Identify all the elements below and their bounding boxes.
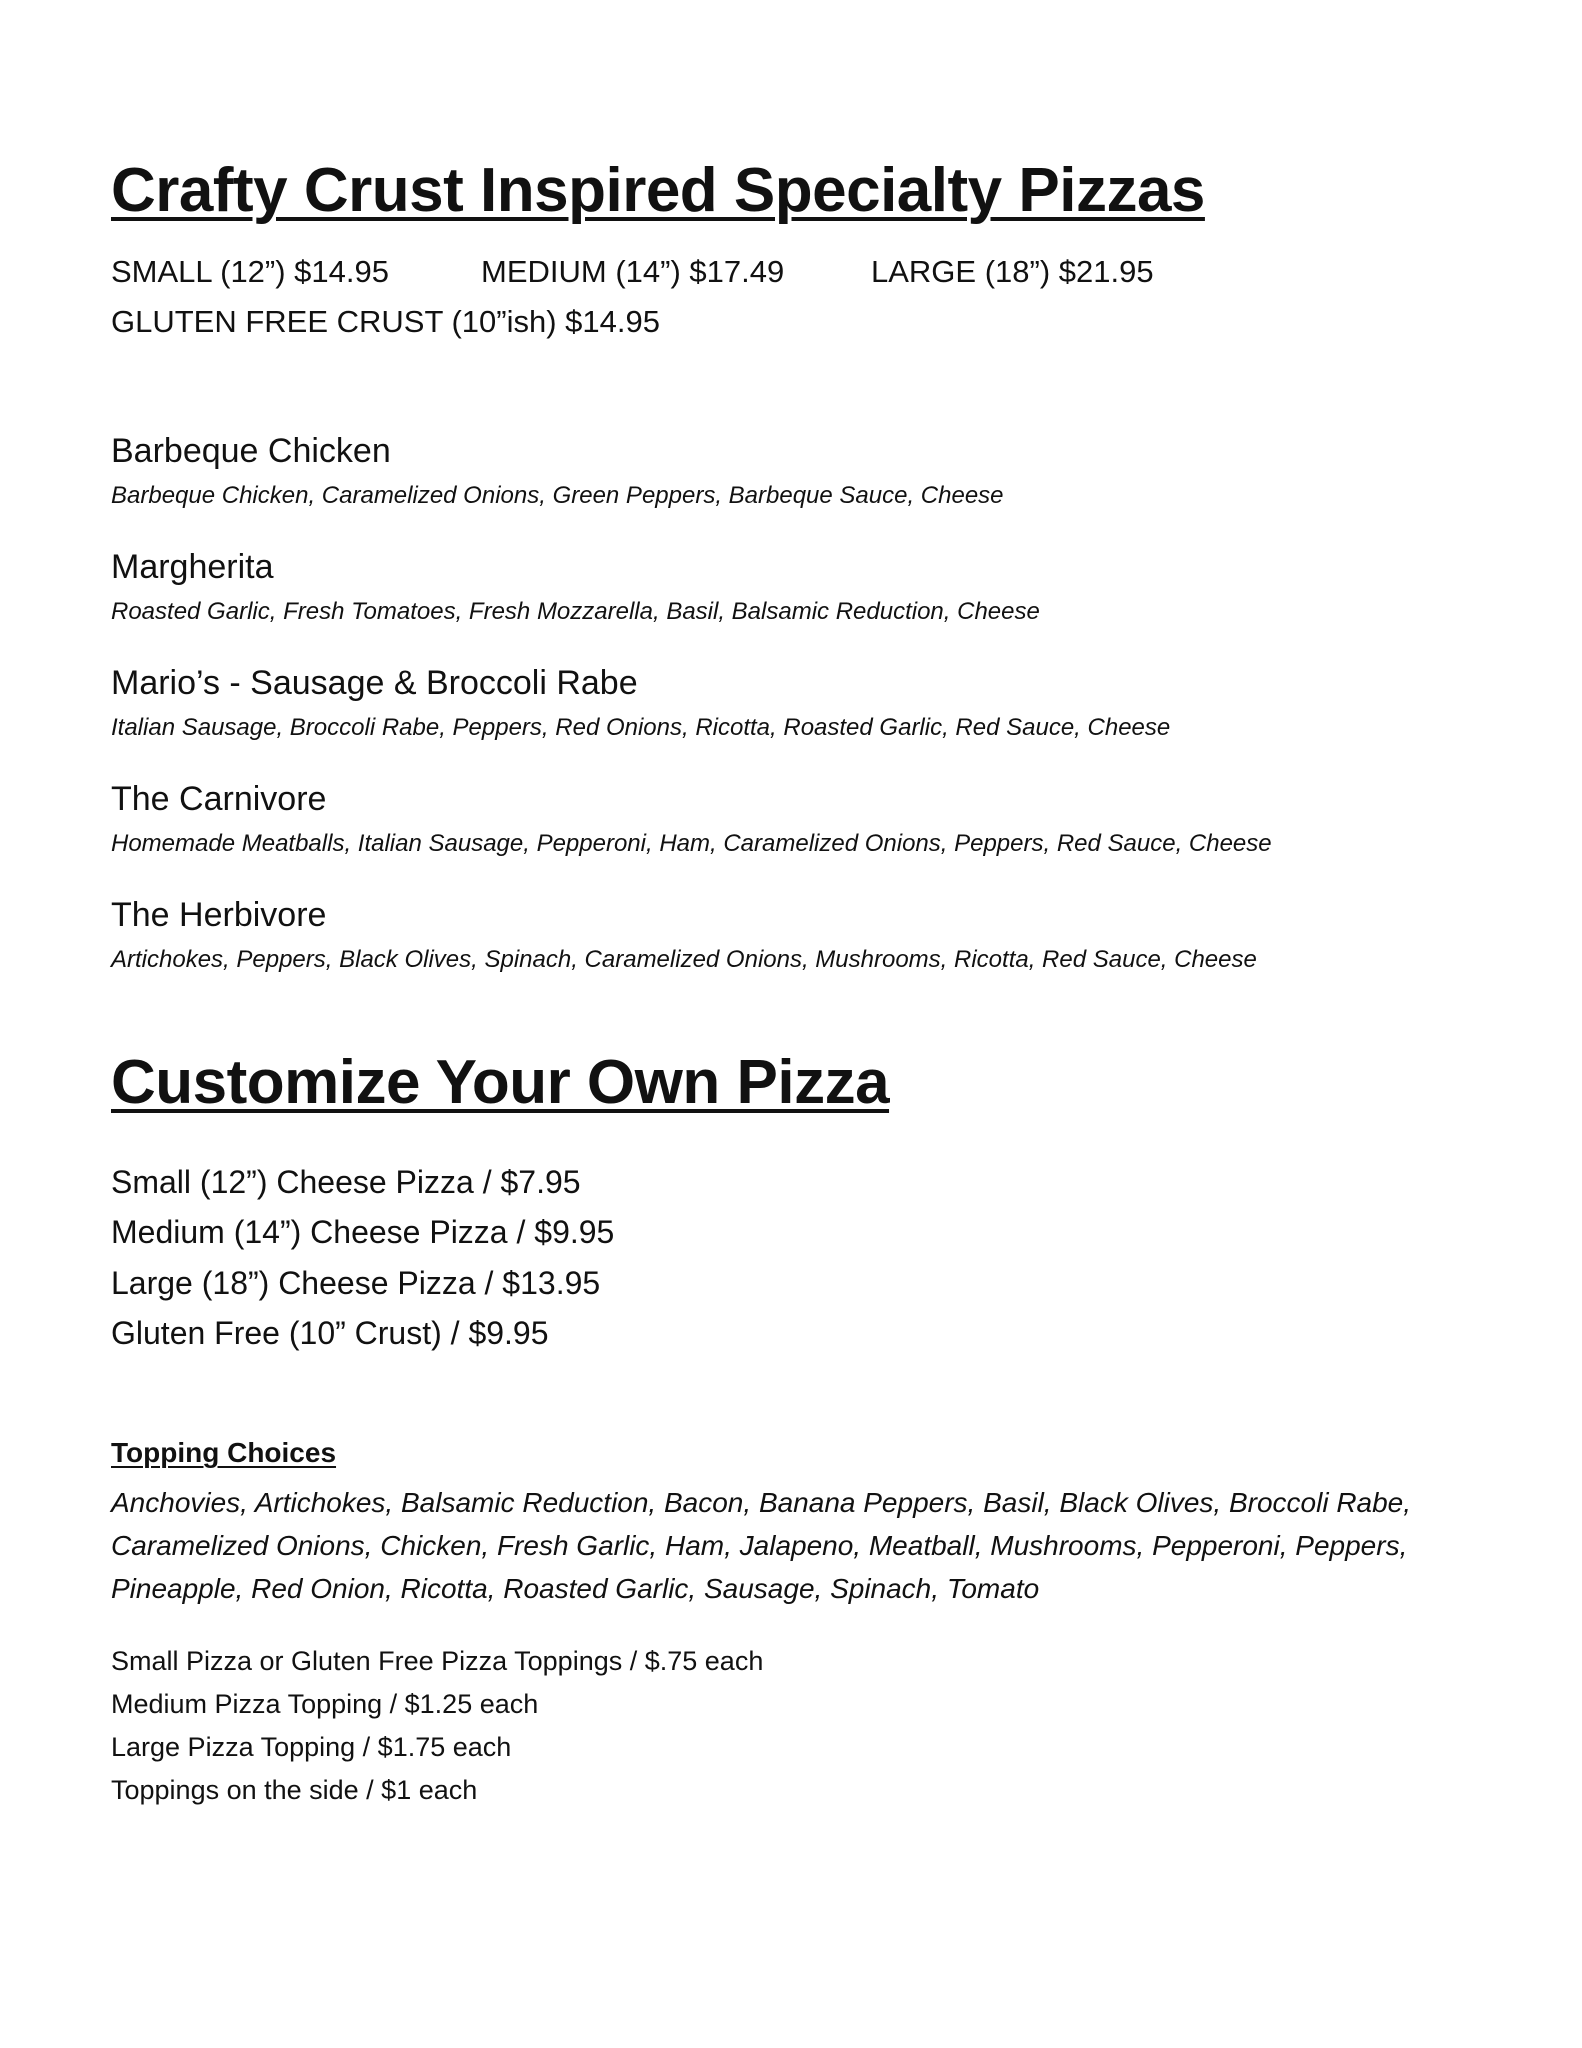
topping-price-side: Toppings on the side / $1 each — [111, 1775, 478, 1805]
item-description-carnivore: Homemade Meatballs, Italian Sausage, Pepperoni, Ham, Caramelized Onions, Peppers, Red Sauce, Cheese — [111, 830, 1272, 857]
item-description-herbivore: Artichokes, Peppers, Black Olives, Spinach, Caramelized Onions, Mushrooms, Ricotta, Red Sauce, Cheese — [111, 946, 1257, 973]
topping-price-medium: Medium Pizza Topping / $1.25 each — [111, 1689, 539, 1719]
topping-choices-line: Anchovies, Artichokes, Balsamic Reduction, Bacon, Banana Peppers, Basil, Black Olives, Broccoli Rabe, — [111, 1487, 1412, 1518]
item-name-barbeque-chicken: Barbeque Chicken — [111, 432, 391, 470]
cheese-pizza-large: Large (18”) Cheese Pizza / $13.95 — [111, 1265, 601, 1301]
item-description-marios: Italian Sausage, Broccoli Rabe, Peppers, Red Onions, Ricotta, Roasted Garlic, Red Sauce, Cheese — [111, 714, 1171, 741]
topping-price-small: Small Pizza or Gluten Free Pizza Toppings / $.75 each — [111, 1646, 764, 1676]
specialty-size-prices — [111, 256, 1154, 287]
cheese-pizza-small: Small (12”) Cheese Pizza / $7.95 — [111, 1164, 581, 1200]
topping-choices-line: Caramelized Onions, Chicken, Fresh Garlic, Ham, Jalapeno, Meatball, Mushrooms, Pepperoni, Peppers, — [111, 1530, 1408, 1561]
size-small-price: SMALL (12”) $14.95 — [111, 254, 390, 289]
gluten-free-price: GLUTEN FREE CRUST (10”ish) $14.95 — [111, 304, 660, 339]
cheese-pizza-medium: Medium (14”) Cheese Pizza / $9.95 — [111, 1214, 615, 1250]
topping-choices-heading: Topping Choices — [111, 1437, 337, 1468]
item-name-marios: Mario’s - Sausage & Broccoli Rabe — [111, 664, 638, 702]
item-description-margherita: Roasted Garlic, Fresh Tomatoes, Fresh Mozzarella, Basil, Balsamic Reduction, Cheese — [111, 598, 1040, 625]
topping-choices-line: Pineapple, Red Onion, Ricotta, Roasted Garlic, Sausage, Spinach, Tomato — [111, 1573, 1040, 1604]
gluten-free-cheese-pizza: Gluten Free (10” Crust) / $9.95 — [111, 1315, 549, 1351]
item-name-margherita: Margherita — [111, 548, 274, 586]
customize-pizza-title: Customize Your Own Pizza — [111, 1048, 890, 1117]
topping-price-large: Large Pizza Topping / $1.75 each — [111, 1732, 512, 1762]
item-name-herbivore: The Herbivore — [111, 896, 327, 934]
specialty-pizzas-title: Crafty Crust Inspired Specialty Pizzas — [111, 156, 1205, 225]
item-description-barbeque-chicken: Barbeque Chicken, Caramelized Onions, Green Peppers, Barbeque Sauce, Cheese — [111, 482, 1004, 509]
item-name-carnivore: The Carnivore — [111, 780, 327, 818]
size-large-price: LARGE (18”) $21.95 — [871, 254, 1154, 289]
menu-page — [111, 0, 1471, 2048]
size-medium-price: MEDIUM (14”) $17.49 — [481, 254, 785, 289]
